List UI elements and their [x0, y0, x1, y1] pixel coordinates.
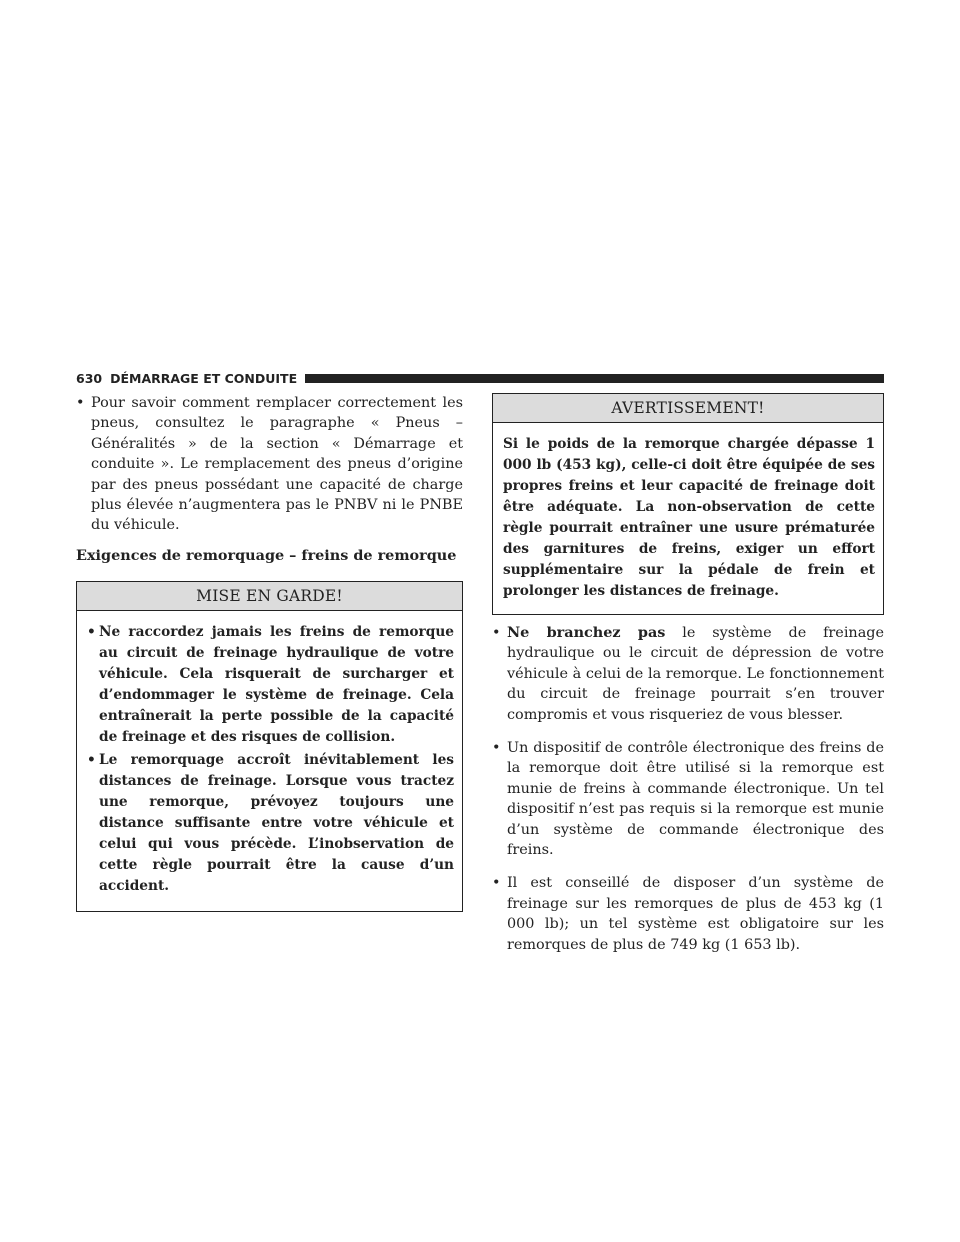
page-header: [76, 369, 884, 387]
caution-box: [76, 581, 463, 912]
right-column: [492, 393, 884, 968]
warning-box: [492, 393, 884, 615]
page-number: 630: [76, 370, 103, 386]
warning-title: AVERTISSEMENT!: [493, 394, 883, 423]
caution-title: MISE EN GARDE!: [77, 582, 462, 611]
bullet-rest: le système de freinage hydraulique ou le circuit de dépression de votre véhicule à celui de la remorque. Le fonctionnement du circuit de freinage pourrait s’en trouver compromis et vous risqueriez de vous blesser.: [507, 625, 884, 723]
left-column: [76, 393, 463, 912]
caution-item: [87, 750, 454, 897]
bullet-icon: •: [87, 623, 96, 640]
bullet-text: Pour savoir comment remplacer correctement les pneus, consultez le paragraphe « Pneus – Généralités » de la section « Démarrage et conduite ». Le remplacement des pneus d’origine par des pneus possédant une capacité de charge plus élevée n’augmentera pas le PNBV ni le PNBE du véhicule.: [91, 395, 463, 534]
caution-item-text: Ne raccordez jamais les freins de remorque au circuit de freinage hydraulique de votre véhicule. Cela risquerait de surcharger et d’endommager le système de freinage. Cela entraînerait la perte possible de la capacité de freinage et des risques de collision.: [99, 623, 454, 745]
bullet-icon: •: [492, 875, 501, 892]
bullet-text: Un dispositif de contrôle électronique des freins de la remorque doit être utilisé si la remorque est munie de freins à commande électronique. Un tel dispositif n’est pas requis si la remorque est munie d’un système de commande électronique des freins.: [507, 740, 884, 859]
header-rule: [305, 374, 884, 383]
section-title: DÉMARRAGE ET CONDUITE: [110, 370, 298, 386]
list-item: [76, 393, 463, 536]
bullet-bold-lead: Ne branchez pas: [507, 624, 666, 641]
bullet-icon: •: [76, 395, 85, 411]
caution-item: [87, 622, 454, 748]
warning-text: Si le poids de la remorque chargée dépasse 1 000 lb (453 kg), celle-ci doit être équipée de ses propres freins et leur capacité de freinage doit être adéquate. La non-observation de cette règle pourrait entraîner une usure prématurée des garnitures de freins, exiger un effort supplémentaire sur la pédale de frein et prolonger les distances de freinage.: [503, 436, 875, 599]
bullet-icon: •: [492, 740, 501, 757]
bullet-icon: •: [492, 625, 501, 641]
caution-item-text: Le remorquage accroît inévitablement les distances de freinage. Lorsque vous tractez une remorque, prévoyez toujours une distance suffisante entre votre véhicule et celui qui vous précède. L’inobservation de cette règle pourrait être la cause d’un accident.: [99, 751, 454, 894]
caution-body: [77, 611, 462, 911]
list-item: [492, 623, 884, 725]
list-item: [492, 738, 884, 860]
bullet-text: [507, 623, 884, 725]
section-subheading: Exigences de remorquage – freins de remorque: [76, 546, 457, 564]
bullet-icon: •: [87, 751, 96, 768]
warning-body: [493, 423, 883, 614]
list-item: [492, 873, 884, 955]
bullet-text: Il est conseillé de disposer d’un système de freinage sur les remorques de plus de 453 kg (1 000 lb); un tel système est obligatoire sur les remorques de plus de 749 kg (1 653 lb).: [507, 875, 884, 953]
